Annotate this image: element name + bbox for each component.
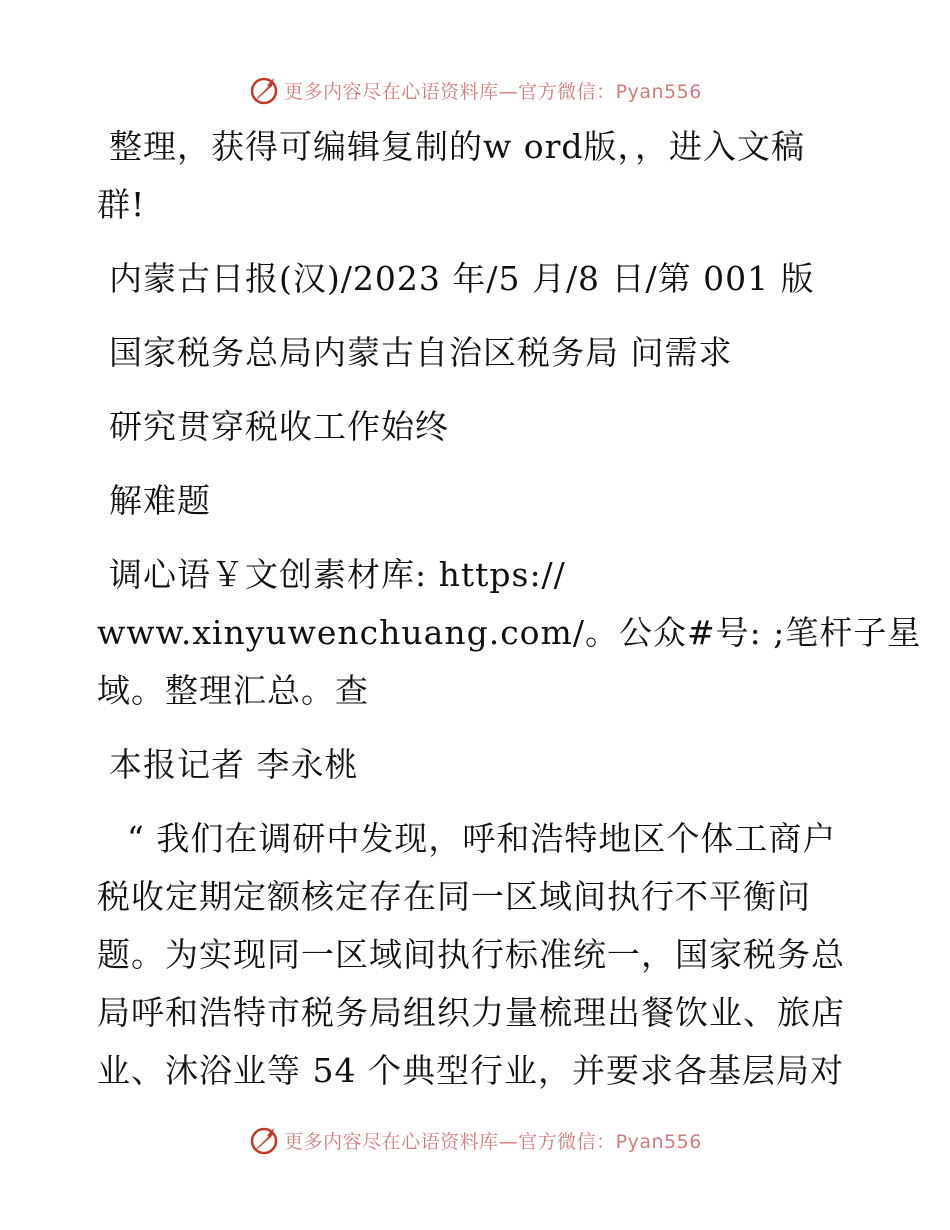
quill-pen-logo-icon — [248, 1124, 280, 1156]
intro-line: 群! — [97, 185, 146, 224]
quill-pen-logo-icon — [248, 74, 280, 106]
body-line: 局呼和浩特市税务局组织力量梳理出餐饮业、旅店 — [97, 993, 845, 1032]
headline: 国家税务总局内蒙古自治区税务局 问需求 — [109, 333, 733, 372]
document-body — [97, 118, 922, 1100]
ad-line: 调心语￥文创素材库: https:// — [109, 555, 566, 594]
header-banner-text: 更多内容尽在心语资料库—官方微信：Pyan556 — [284, 80, 702, 103]
body-line: 题。为实现同一区域间执行标准统一，国家税务总 — [97, 935, 845, 974]
footer-banner — [0, 1120, 950, 1160]
body-line: “ 我们在调研中发现，呼和浩特地区个体工商户 — [127, 819, 837, 858]
source-line: 内蒙古日报(汉)/2023 年/5 月/8 日/第 001 版 — [109, 259, 815, 298]
headline: 研究贯穿税收工作始终 — [109, 407, 449, 446]
headline: 解难题 — [109, 481, 211, 520]
header-banner — [0, 70, 950, 110]
reporter-line: 本报记者 李永桃 — [109, 745, 359, 784]
body-line: 业、沐浴业等 54 个典型行业，并要求各基层局对 — [97, 1051, 844, 1090]
intro-line: 整理，获得可编辑复制的w ord版，，进入文稿 — [109, 127, 806, 166]
footer-banner-text: 更多内容尽在心语资料库—官方微信：Pyan556 — [284, 1130, 702, 1153]
body-line: 税收定期定额核定存在同一区域间执行不平衡问 — [97, 877, 811, 916]
ad-line: www.xinyuwenchuang.com/。公众#号: ;笔杆子星 — [97, 613, 922, 652]
ad-line: 域。整理汇总。查 — [97, 671, 369, 710]
